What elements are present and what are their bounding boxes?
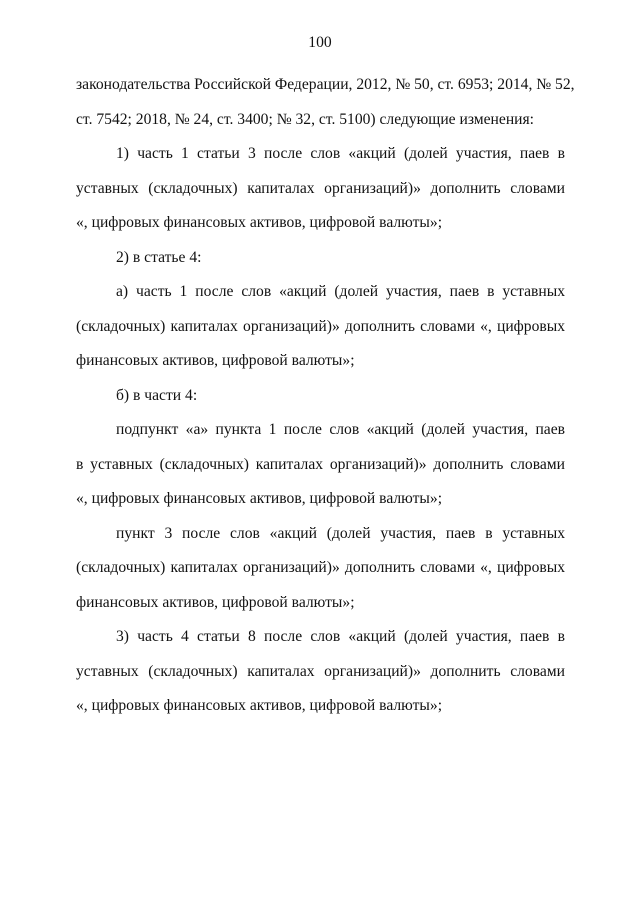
text-line: пункт 3 после слов «акций (долей участия, паев в уставных	[116, 524, 565, 542]
text-line: в уставных (складочных) капиталах организаций)» дополнить словами	[76, 455, 565, 473]
paragraph-item-1	[76, 137, 565, 241]
document-body	[76, 68, 575, 724]
paragraph-subpoint-a	[76, 413, 565, 517]
text-line: уставных (складочных) капиталах организаций)» дополнить словами	[76, 179, 565, 197]
text-line: 3) часть 4 статьи 8 после слов «акций (долей участия, паев в	[116, 628, 565, 645]
text-line: финансовых активов, цифровой валюты»;	[76, 593, 355, 611]
text-line: ст. 7542; 2018, № 24, ст. 3400; № 32, ст. 5100) следующие изменения:	[76, 110, 535, 128]
paragraph-point-3	[76, 517, 565, 621]
text-line: 2) в статье 4:	[116, 248, 202, 266]
text-line: «, цифровых финансовых активов, цифровой валюты»;	[76, 697, 443, 714]
text-line: б) в части 4:	[116, 386, 198, 404]
paragraph-item-2	[76, 241, 565, 276]
paragraph-continuation	[76, 68, 575, 137]
text-line: подпункт «а» пункта 1 после слов «акций (долей участия, паев	[116, 421, 565, 438]
text-line: уставных (складочных) капиталах организаций)» дополнить словами	[76, 662, 565, 680]
text-line: (складочных) капиталах организаций)» дополнить словами «, цифровых	[76, 559, 565, 576]
paragraph-subitem-b	[76, 379, 565, 414]
text-line: законодательства Российской Федерации, 2012, № 50, ст. 6953; 2014, № 52,	[76, 76, 575, 93]
text-line: а) часть 1 после слов «акций (долей участия, паев в уставных	[116, 283, 565, 300]
text-line: (складочных) капиталах организаций)» дополнить словами «, цифровых	[76, 317, 565, 335]
text-line: финансовых активов, цифровой валюты»;	[76, 352, 355, 369]
paragraph-subitem-a	[76, 275, 565, 379]
text-line: «, цифровых финансовых активов, цифровой валюты»;	[76, 214, 443, 231]
text-line: 1) часть 1 статьи 3 после слов «акций (долей участия, паев в	[116, 145, 565, 162]
paragraph-item-3	[76, 620, 565, 724]
page-number: 100	[308, 34, 332, 51]
text-line: «, цифровых финансовых активов, цифровой валюты»;	[76, 490, 443, 507]
